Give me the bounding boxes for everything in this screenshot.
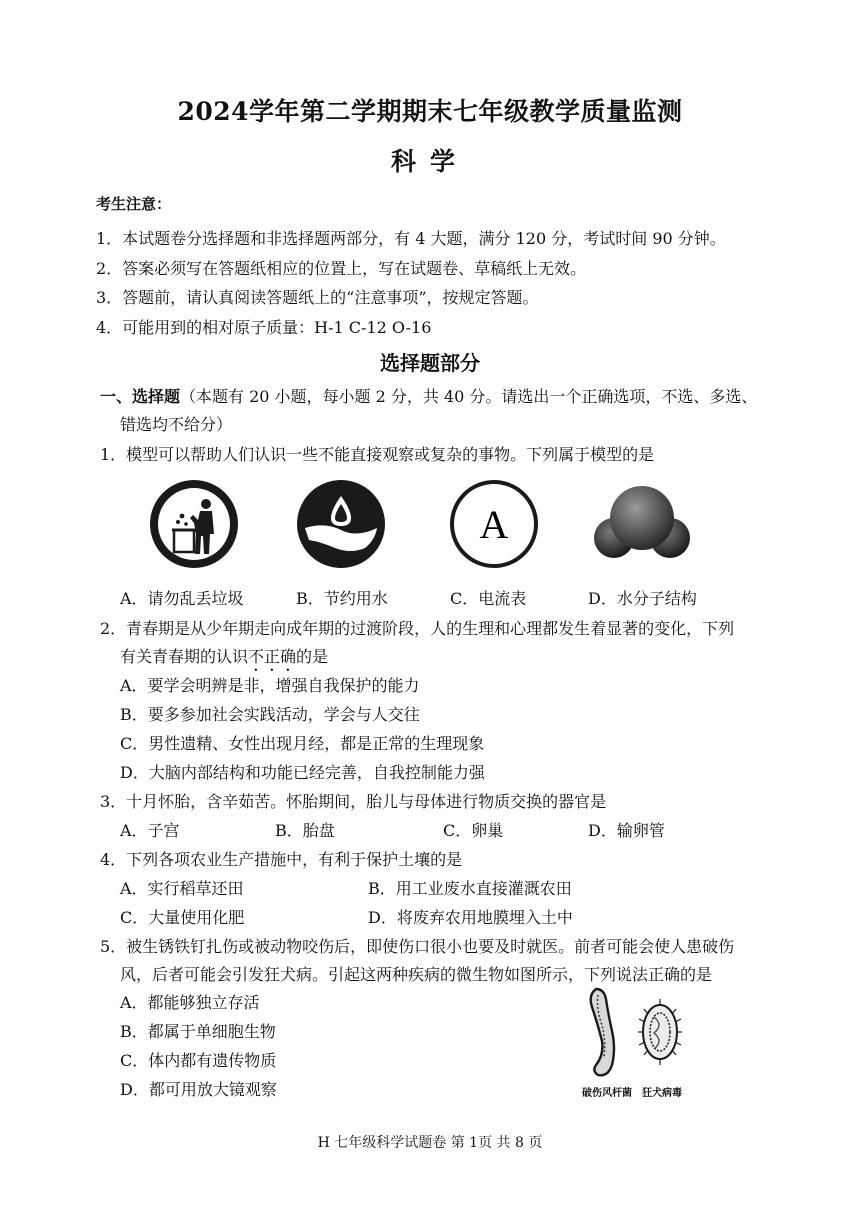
rabies-label: 狂犬病毒 <box>642 1088 682 1099</box>
question-5-option-b: B．都属于单细胞生物 <box>120 1022 276 1041</box>
question-2-option-d: D．大脑内部结构和功能已经完善，自我控制能力强 <box>120 763 485 782</box>
notice-item: 4．可能用到的相对原子质量：H-1 C-12 O-16 <box>96 318 432 337</box>
subject-title: 科学 <box>390 147 469 176</box>
question-4-stem: 4．下列各项农业生产措施中，有利于保护土壤的是 <box>100 850 463 869</box>
notice-item: 2．答案必须写在答题纸相应的位置上，写在试题卷、草稿纸上无效。 <box>96 259 587 278</box>
question-3-option-a: A．子宫 <box>120 821 180 840</box>
question-4-option-c: C．大量使用化肥 <box>120 908 245 927</box>
question-1-stem: 1．模型可以帮助人们认识一些不能直接观察或复杂的事物。下列属于模型的是 <box>100 445 655 464</box>
question-3-option-b: B．胎盘 <box>275 821 335 840</box>
tetanus-label: 破伤风杆菌 <box>582 1088 632 1099</box>
notice-item: 3．答题前，请认真阅读答题纸上的“注意事项”，按规定答题。 <box>96 288 539 307</box>
question-1-option-c: C．电流表 <box>450 589 527 608</box>
question-5-stem-cont: 风，后者可能会引发狂犬病。引起这两种疾病的微生物如图所示，下列说法正确的是 <box>120 965 713 984</box>
question-5-stem: 5．被生锈铁钉扎伤或被动物咬伤后，即使伤口很小也要及时就医。前者可能会使人患破伤 <box>100 937 735 956</box>
question-4-option-b: B．用工业废水直接灌溉农田 <box>368 879 572 898</box>
water-saving-icon <box>295 478 387 570</box>
question-4-option-d: D．将废弃农用地膜埋入土中 <box>368 908 573 927</box>
exam-title: 2024学年第二学期期末七年级教学质量监测 <box>177 97 683 126</box>
question-1-option-b: B．节约用水 <box>296 589 388 608</box>
question-1-figures <box>140 478 720 578</box>
part-description-cont: 错选均不给分） <box>120 415 233 434</box>
water-molecule-icon <box>590 478 694 570</box>
rabies-virus-icon <box>634 997 686 1067</box>
question-3-stem: 3．十月怀胎，含辛茹苦。怀胎期间，胎儿与母体进行物质交换的器官是 <box>100 792 607 811</box>
tetanus-bacillus-icon <box>582 985 626 1080</box>
question-3-option-d: D．输卵管 <box>588 821 665 840</box>
notice-item: 1．本试题卷分选择题和非选择题两部分，有 4 大题，满分 120 分，考试时间 90 分钟。 <box>96 229 726 248</box>
question-5-option-a: A．都能够独立存活 <box>120 993 260 1012</box>
question-2-option-b: B．要多参加社会实践活动，学会与人交往 <box>120 705 420 724</box>
notice-heading: 考生注意： <box>96 195 172 213</box>
question-2-stem-cont <box>120 644 328 675</box>
question-2-option-c: C．男性遗精、女性出现月经，都是正常的生理现象 <box>120 734 485 753</box>
part-one-header <box>100 384 757 407</box>
question-2-emphasis: 不正确 <box>248 647 297 666</box>
question-2-stem-part: 有关青春期的认识 <box>120 647 249 666</box>
question-5-option-d: D．都可用放大镜观察 <box>120 1080 277 1099</box>
question-2-stem: 2．青春期是从少年期走向成年期的过渡阶段，人的生理和心理都发生着显著的变化，下列 <box>100 619 735 638</box>
ammeter-letter: A <box>479 502 509 547</box>
ammeter-icon <box>448 478 540 570</box>
page-footer: H 七年级科学试题卷 第 1页 共 8 页 <box>317 1135 543 1151</box>
question-2-option-a: A．要学会明辨是非，增强自我保护的能力 <box>120 676 420 695</box>
question-2-stem-part: 的是 <box>296 647 329 666</box>
question-4-option-a: A．实行稻草还田 <box>120 879 244 898</box>
part-description: （本题有 20 小题，每小题 2 分，共 40 分。请选出一个正确选项，不选、多选、 <box>180 387 758 406</box>
section-title: 选择题部分 <box>380 351 480 375</box>
trash-sign-icon <box>148 478 240 570</box>
question-5-figure <box>576 985 696 1100</box>
question-5-option-c: C．体内都有遗传物质 <box>120 1051 277 1070</box>
question-1-option-d: D．水分子结构 <box>588 589 697 608</box>
part-label: 一、选择题 <box>100 387 181 406</box>
question-3-option-c: C．卵巢 <box>443 821 504 840</box>
question-1-option-a: A．请勿乱丢垃圾 <box>120 589 244 608</box>
